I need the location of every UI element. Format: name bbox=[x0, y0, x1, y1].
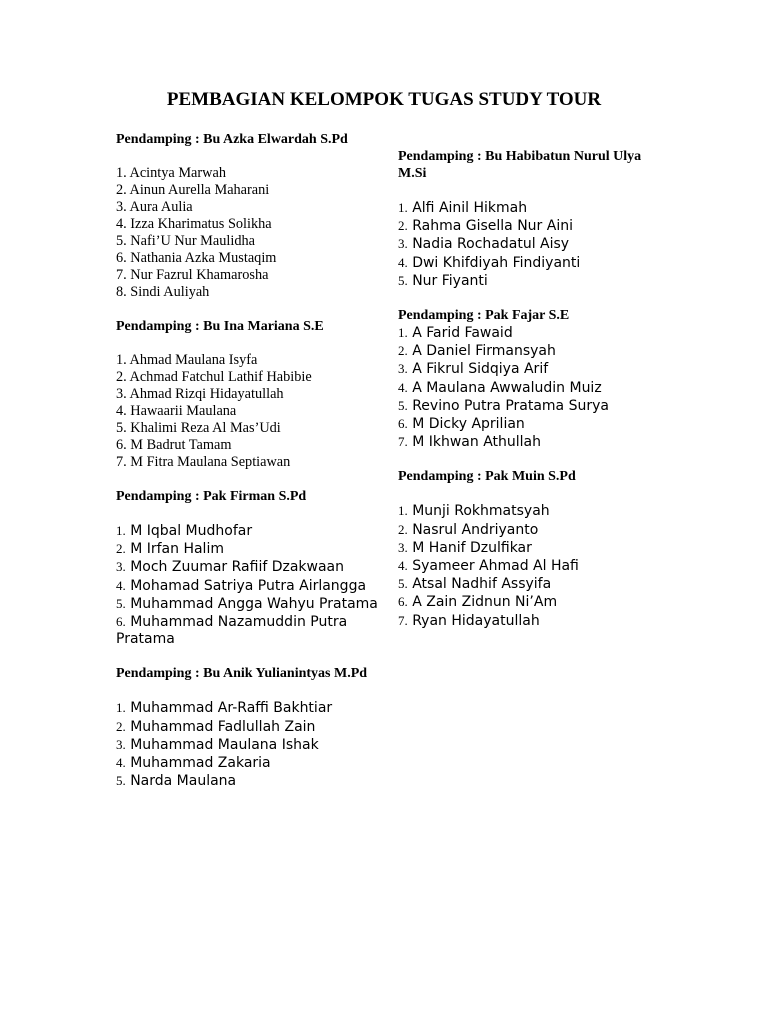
member-list bbox=[116, 699, 378, 790]
list-item: 2. A Daniel Firmansyah bbox=[398, 343, 556, 360]
group-heading: Pendamping : Bu Azka Elwardah S.Pd bbox=[116, 132, 348, 147]
group-heading: Pendamping : Pak Muin S.Pd bbox=[398, 469, 576, 485]
list-item: 1. A Farid Fawaid bbox=[398, 325, 513, 342]
group-heading: Pendamping : Bu Anik Yulianintyas M.Pd bbox=[116, 666, 368, 682]
member-list bbox=[116, 165, 378, 301]
list-item: 2. Ainun Aurella Maharani bbox=[116, 182, 270, 198]
member-list bbox=[116, 522, 378, 648]
list-item: 7. M Fitra Maulana Septiawan bbox=[116, 454, 291, 470]
list-item: 2. Achmad Fatchul Lathif Habibie bbox=[116, 369, 312, 385]
list-item: 4. Muhammad Zakaria bbox=[116, 755, 271, 772]
list-item: 5. Nafi’U Nur Maulidha bbox=[116, 233, 255, 249]
list-item: 8. Sindi Auliyah bbox=[116, 284, 210, 300]
group-ina bbox=[116, 318, 378, 471]
list-item: 6. Nathania Azka Mustaqim bbox=[116, 250, 277, 266]
list-item: 3. Nadia Rochadatul Aisy bbox=[398, 236, 570, 253]
member-list bbox=[398, 324, 644, 451]
list-item: 5. Khalimi Reza Al Mas’Udi bbox=[116, 420, 281, 436]
list-item: 4. Hawaarii Maulana bbox=[116, 403, 237, 419]
list-item: 7. Nur Fazrul Khamarosha bbox=[116, 267, 269, 283]
list-item: 6. Muhammad Nazamuddin Putra Pratama bbox=[116, 614, 348, 648]
list-item: 2. Rahma Gisella Nur Aini bbox=[398, 218, 573, 235]
list-item: 4. Izza Kharimatus Solikha bbox=[116, 216, 272, 232]
group-muin bbox=[398, 468, 644, 629]
list-item: 3. A Fikrul Sidqiya Arif bbox=[398, 361, 549, 378]
page-title: PEMBAGIAN KELOMPOK TUGAS STUDY TOUR bbox=[166, 89, 602, 110]
list-item: 4. Dwi Khifdiyah Findiyanti bbox=[398, 254, 581, 271]
member-list bbox=[398, 502, 644, 629]
list-item: 7. M Ikhwan Athullah bbox=[398, 434, 541, 451]
list-item: 1. Munji Rokhmatsyah bbox=[398, 503, 550, 520]
group-heading: Pendamping : Pak Fajar S.E bbox=[398, 308, 570, 324]
group-heading: Pendamping : Pak Firman S.Pd bbox=[116, 489, 307, 504]
list-item: 7. Ryan Hidayatullah bbox=[398, 612, 540, 629]
list-item: 1. Alfi Ainil Hikmah bbox=[398, 200, 528, 216]
list-item: 5. Muhammad Angga Wahyu Pratama bbox=[116, 595, 378, 612]
list-item: 1. M Iqbal Mudhofar bbox=[116, 523, 253, 539]
right-column bbox=[398, 148, 644, 630]
list-item: 4. Syameer Ahmad Al Hafi bbox=[398, 558, 579, 575]
list-item: 3. Moch Zuumar Rafiif Dzakwaan bbox=[116, 559, 345, 576]
list-item: 6. M Dicky Aprilian bbox=[398, 416, 525, 433]
list-item: 5. Nur Fiyanti bbox=[398, 272, 488, 289]
list-item: 5. Revino Putra Pratama Surya bbox=[398, 397, 609, 414]
group-firman bbox=[116, 488, 378, 648]
list-item: 2. Muhammad Fadlullah Zain bbox=[116, 718, 316, 735]
list-item: 5. Narda Maulana bbox=[116, 773, 237, 790]
list-item: 3. Aura Aulia bbox=[116, 199, 193, 215]
list-item: 3. Ahmad Rizqi Hidayatullah bbox=[116, 386, 284, 402]
list-item: 4. Mohamad Satriya Putra Airlangga bbox=[116, 577, 367, 594]
list-item: 4. A Maulana Awwaludin Muiz bbox=[398, 379, 602, 396]
list-item: 6. A Zain Zidnun Ni’Am bbox=[398, 594, 558, 611]
group-heading: Pendamping : Bu Ina Mariana S.E bbox=[116, 319, 324, 334]
group-habibatun bbox=[398, 148, 644, 290]
list-item: 6. M Badrut Tamam bbox=[116, 437, 232, 453]
list-item: 1. Acintya Marwah bbox=[116, 165, 226, 181]
list-item: 1. Ahmad Maulana Isyfa bbox=[116, 352, 258, 368]
list-item: 3. Muhammad Maulana Ishak bbox=[116, 736, 319, 753]
list-item: 2. Nasrul Andriyanto bbox=[398, 521, 539, 538]
group-fajar bbox=[398, 307, 644, 451]
list-item: 2. M Irfan Halim bbox=[116, 541, 224, 558]
left-column bbox=[116, 131, 378, 790]
list-item: 3. M Hanif Dzulfikar bbox=[398, 539, 532, 556]
group-heading: Pendamping : Bu Habibatun Nurul Ulya M.Si bbox=[398, 149, 642, 181]
group-azka bbox=[116, 131, 378, 301]
member-list bbox=[116, 352, 378, 471]
list-item: 1. Muhammad Ar-Raffi Bakhtiar bbox=[116, 700, 333, 717]
list-item: 5. Atsal Nadhif Assyifa bbox=[398, 576, 552, 593]
group-anik bbox=[116, 665, 378, 790]
member-list bbox=[398, 199, 644, 290]
